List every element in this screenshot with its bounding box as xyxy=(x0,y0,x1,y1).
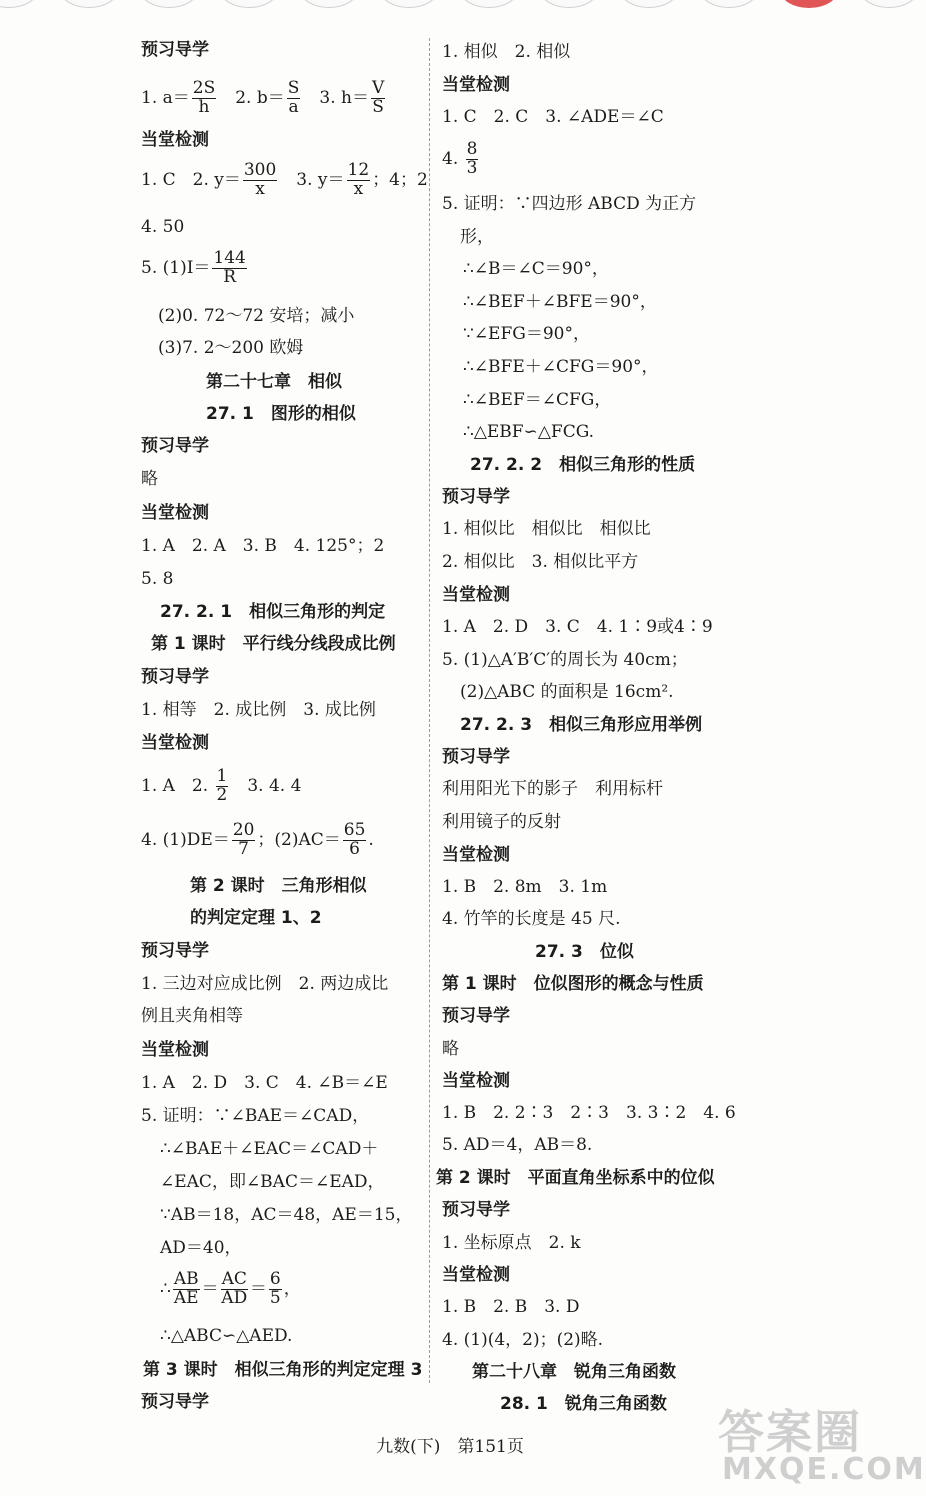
answer-line: 1. 相等 2. 成比例 3. 成比例 xyxy=(141,700,376,720)
section-heading: 第 1 课时 平行线分线段成比例 xyxy=(151,634,396,654)
numerator: V xyxy=(371,78,385,98)
fraction xyxy=(347,162,371,199)
numerator: 12 xyxy=(347,160,370,180)
section-heading: 当堂检测 xyxy=(442,1265,510,1285)
section-heading: 预习导学 xyxy=(141,667,209,687)
fraction xyxy=(287,80,301,117)
text-run: 4. xyxy=(442,148,464,169)
answer-line: AD＝40， xyxy=(160,1238,242,1258)
section-heading: 预习导学 xyxy=(141,1392,209,1412)
section-heading: 27. 2. 2 相似三角形的性质 xyxy=(470,455,696,475)
section-heading: 28. 1 锐角三角函数 xyxy=(500,1394,667,1414)
answer-line: 利用镜子的反射 xyxy=(442,812,561,832)
answer-line: 利用阳光下的影子 利用标杆 xyxy=(442,779,663,799)
answer-line: 1. A 2. D 3. C 4. ∠B＝∠E xyxy=(141,1073,388,1093)
answer-line: 2. 相似比 3. 相似比平方 xyxy=(442,552,639,572)
answer-line xyxy=(160,1271,301,1308)
answer-line xyxy=(141,768,301,805)
section-heading: 第二十七章 相似 xyxy=(206,372,342,392)
section-heading: 当堂检测 xyxy=(442,845,510,865)
answer-line: 4. 50 xyxy=(141,217,185,237)
text-run: ∴ xyxy=(160,1278,171,1299)
section-heading: 第 2 课时 三角形相似 xyxy=(190,876,367,896)
section-heading: 当堂检测 xyxy=(141,733,209,753)
numerator: 1 xyxy=(216,766,228,786)
section-heading: 预习导学 xyxy=(442,487,510,507)
section-heading: 第 1 课时 位似图形的概念与性质 xyxy=(442,974,704,994)
denominator: 6 xyxy=(349,838,360,859)
denominator: AE xyxy=(173,1287,199,1308)
answer-line: ∴∠BEF＋∠BFE＝90°， xyxy=(463,292,657,312)
numerator: 2S xyxy=(192,78,216,98)
denominator: 3 xyxy=(466,157,478,178)
answer-line: 1. 坐标原点 2. k xyxy=(442,1233,581,1253)
denominator: 5 xyxy=(269,1287,281,1308)
answer-line: 形， xyxy=(460,227,494,247)
answer-line: 5. 证明：∵四边形 ABCD 为正方 xyxy=(442,194,697,214)
answer-line xyxy=(141,162,428,199)
section-heading: 27. 2. 1 相似三角形的判定 xyxy=(160,602,386,622)
denominator: x xyxy=(255,178,265,199)
answer-line xyxy=(141,250,249,287)
numerator: 65 xyxy=(343,820,366,840)
text-run: 1. A 2. xyxy=(141,775,214,796)
answer-line: (2)△ABC 的面积是 16cm². xyxy=(460,682,674,702)
denominator: x xyxy=(353,178,364,199)
answer-line xyxy=(442,141,480,178)
text-run: ；4；2 xyxy=(372,169,428,190)
numerator: 20 xyxy=(232,820,255,840)
section-heading: 预习导学 xyxy=(442,1006,510,1026)
text-run: . xyxy=(368,829,374,850)
section-heading: 当堂检测 xyxy=(141,1040,209,1060)
fraction xyxy=(269,1271,282,1308)
section-heading: 的判定定理 1、2 xyxy=(190,908,322,928)
answer-line: ∴△EBF∽△FCG. xyxy=(463,422,595,442)
text-run: 5. (1)I＝ xyxy=(141,257,211,278)
numerator: S xyxy=(287,78,300,98)
text-run: 2. b＝ xyxy=(218,87,285,108)
section-heading: 预习导学 xyxy=(442,747,510,767)
answer-line: ∴∠BFE＋∠CFG＝90°， xyxy=(463,357,659,377)
numerator: 8 xyxy=(466,139,478,159)
watermark-logo: 答案圈 xyxy=(718,1405,862,1459)
numerator: AC xyxy=(221,1269,247,1289)
fraction xyxy=(243,162,277,199)
answer-line xyxy=(141,80,387,117)
section-heading: 预习导学 xyxy=(141,941,209,961)
answer-line: 1. A 2. D 3. C 4. 1∶9或4∶9 xyxy=(442,617,713,637)
answer-line: ∴∠BAE＋∠EAC＝∠CAD＋ xyxy=(160,1139,379,1159)
fraction xyxy=(216,768,229,805)
text-run: 3. y＝ xyxy=(279,169,345,190)
text-run: 1. C 2. y＝ xyxy=(141,169,241,190)
text-run: ；(2)AC＝ xyxy=(257,829,341,850)
answer-line: 1. B 2. 8m 3. 1m xyxy=(442,877,608,897)
section-heading: 27. 2. 3 相似三角形应用举例 xyxy=(460,715,703,735)
answer-line: ∴∠BEF＝∠CFG， xyxy=(463,390,612,410)
text-run: ＝ xyxy=(249,1278,267,1299)
answer-line: 1. 三边对应成比例 2. 两边成比 xyxy=(141,974,389,994)
answer-line: 1. B 2. B 3. D xyxy=(442,1297,580,1317)
section-heading: 27. 3 位似 xyxy=(535,942,634,962)
fraction xyxy=(466,141,479,178)
answer-line: 1. C 2. C 3. ∠ADE＝∠C xyxy=(442,107,664,127)
denominator: AD xyxy=(221,1287,248,1308)
answer-line: ∴△ABC∽△AED. xyxy=(160,1326,293,1346)
answer-line: 1. B 2. 2∶3 2∶3 3. 3∶2 4. 6 xyxy=(442,1103,736,1123)
answer-line: ∴∠B＝∠C＝90°， xyxy=(463,259,609,279)
answer-line: 5. 证明：∵∠BAE＝∠CAD， xyxy=(141,1106,370,1126)
watermark-url: MXQE.COM xyxy=(722,1452,926,1487)
section-heading: 当堂检测 xyxy=(442,585,510,605)
numerator: 300 xyxy=(243,160,277,180)
answer-line: 例且夹角相等 xyxy=(141,1006,243,1026)
fraction xyxy=(343,822,367,859)
answer-line: 1. A 2. A 3. B 4. 125°；2 xyxy=(141,536,385,556)
fraction xyxy=(173,1271,200,1308)
section-heading: 当堂检测 xyxy=(442,1071,510,1091)
section-heading: 当堂检测 xyxy=(141,503,209,523)
numerator: AB xyxy=(173,1269,199,1289)
fraction xyxy=(212,250,246,287)
answer-line: ∵AB＝18，AC＝48，AE＝15， xyxy=(160,1205,413,1225)
fraction xyxy=(371,80,385,117)
text-run: 3. 4. 4 xyxy=(230,775,302,796)
denominator: h xyxy=(198,96,210,117)
top-decoration xyxy=(0,0,900,6)
section-heading: 27. 1 图形的相似 xyxy=(206,404,356,424)
answer-line: 1. 相似比 相似比 相似比 xyxy=(442,519,651,539)
text-run: ＝ xyxy=(201,1278,219,1299)
text-run: 4. (1)DE＝ xyxy=(141,829,230,850)
text-run: 3. h＝ xyxy=(302,87,369,108)
denominator: a xyxy=(288,96,299,117)
column-divider xyxy=(429,38,430,1383)
section-heading: 预习导学 xyxy=(141,436,209,456)
answer-line: (3)7. 2～200 欧姆 xyxy=(158,338,304,358)
answer-line: (2)0. 72～72 安培；减小 xyxy=(158,306,355,326)
section-heading: 第 3 课时 相似三角形的判定定理 3 xyxy=(143,1360,423,1380)
denominator: 7 xyxy=(238,838,249,859)
text-run: ， xyxy=(283,1278,301,1299)
answer-line: 4. 竹竿的长度是 45 尺. xyxy=(442,909,621,929)
section-heading: 当堂检测 xyxy=(141,130,209,150)
answer-line: ∵∠EFG＝90°， xyxy=(463,324,590,344)
page-footer: 九数(下) 第151页 xyxy=(376,1437,524,1457)
numerator: 6 xyxy=(269,1269,281,1289)
answer-line: 略 xyxy=(141,469,158,489)
answer-line: 5. AD＝4，AB＝8. xyxy=(442,1135,593,1155)
section-heading: 预习导学 xyxy=(442,1200,510,1220)
answer-line: 略 xyxy=(442,1039,459,1059)
answer-line: ∠EAC，即∠BAC＝∠EAD， xyxy=(160,1172,385,1192)
numerator: 144 xyxy=(213,248,246,268)
answer-line: 5. (1)△A′B′C′的周长为 40cm； xyxy=(442,650,688,670)
denominator: 2 xyxy=(216,784,228,805)
section-heading: 第二十八章 锐角三角函数 xyxy=(472,1362,676,1382)
denominator: R xyxy=(223,266,237,287)
denominator: S xyxy=(372,96,384,117)
section-heading: 当堂检测 xyxy=(442,75,510,95)
answer-line xyxy=(141,822,374,859)
answer-line: 1. 相似 2. 相似 xyxy=(442,42,571,62)
answer-line: 5. 8 xyxy=(141,569,174,589)
text-run: 1. a＝ xyxy=(141,87,190,108)
answer-line: 4. (1)(4，2)；(2)略. xyxy=(442,1330,604,1350)
section-heading: 预习导学 xyxy=(141,40,209,60)
fraction xyxy=(221,1271,248,1308)
fraction xyxy=(192,80,216,117)
section-heading: 第 2 课时 平面直角坐标系中的位似 xyxy=(436,1168,715,1188)
fraction xyxy=(232,822,256,859)
